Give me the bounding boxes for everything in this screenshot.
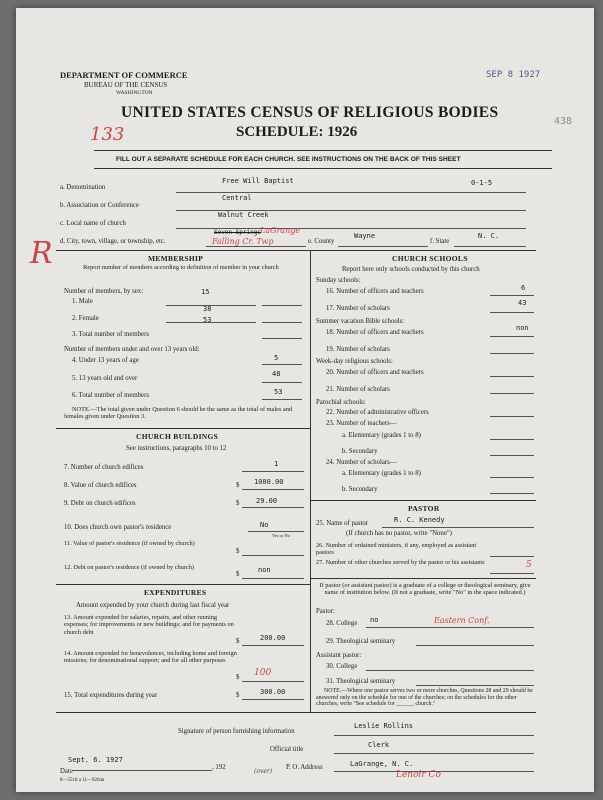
- q28-handwritten: Eastern Conf.: [434, 616, 490, 625]
- graduate-note: If pastor (or assistant pastor) is a graduate of a college or theological seminary, give name of institution below. (If not a graduate, write "No" in the space indicated.): [319, 582, 531, 597]
- q12-dollar: $: [236, 571, 240, 578]
- q17-value: 43: [518, 299, 527, 307]
- q20-label: 20. Number of officers and teachers: [326, 369, 424, 376]
- signature-value: Leslie Rollins: [354, 722, 414, 730]
- schedule-title: SCHEDULE: 1926: [236, 124, 358, 140]
- church-name-label: c. Local name of church: [60, 220, 126, 227]
- church-name-value: Walnut Creek: [218, 211, 269, 219]
- q18-value: non: [516, 324, 529, 332]
- state-value: N. C.: [478, 232, 500, 240]
- q16-label: 16. Number of officers and teachers: [326, 288, 424, 295]
- q24a-label: a. Elementary (grades 1 to 8): [342, 470, 421, 477]
- q10-label: 10. Does church own pastor's residence: [64, 524, 172, 531]
- city-typed-value: Seven Springs: [214, 229, 261, 236]
- q5-value: 48: [272, 370, 281, 378]
- q7-label: 7. Number of church edifices: [64, 464, 144, 471]
- q28-value: no: [370, 616, 379, 624]
- association-label: b. Association or Conference: [60, 202, 139, 209]
- q5-label: 5. 13 years old and over: [72, 375, 138, 382]
- buildings-heading: CHURCH BUILDINGS: [136, 432, 219, 441]
- q15-value: 300.00: [260, 688, 286, 696]
- expenditures-sub: Amount expended by your church during last fiscal year: [76, 602, 230, 609]
- margin-mark: R: [30, 236, 53, 271]
- stamp-number: 438: [554, 116, 573, 127]
- sunday-schools-label: Sunday schools:: [316, 277, 361, 284]
- date-year-suffix: , 192: [212, 764, 226, 771]
- q15-dollar: $: [236, 692, 240, 699]
- q11-dollar: $: [236, 548, 240, 555]
- q25-value: R. C. Kenedy: [394, 516, 445, 524]
- q28-label: 28. College: [326, 620, 358, 627]
- membership-note: NOTE.—The total given under Question 6 should be the same as the total of males and females given under Question 3.: [64, 406, 292, 421]
- q1-value: 15: [201, 288, 210, 296]
- q9-dollar: $: [236, 500, 240, 507]
- q13-dollar: $: [236, 638, 240, 645]
- denomination-code: 0-1-5: [471, 179, 493, 187]
- q10-value: No: [260, 521, 269, 529]
- official-title-value: Clerk: [368, 741, 390, 749]
- q15-label: 15. Total expenditures during year: [64, 692, 158, 699]
- q16-value: 6: [521, 284, 526, 292]
- q11-label: 11. Value of pastor's residence (if owned by church): [64, 540, 195, 547]
- q22-label: 22. Number of administrative officers: [326, 409, 429, 416]
- q31-label: 31. Theological seminary: [326, 678, 396, 685]
- received-date-stamp: SEP 8 1927: [486, 70, 541, 80]
- po-address-value: LaGrange, N. C.: [350, 760, 414, 768]
- schools-intro: Report here only schools conducted by this church: [342, 266, 480, 273]
- q19-label: 19. Number of scholars: [326, 346, 390, 353]
- pastor-heading: PASTOR: [408, 504, 440, 513]
- q23a-label: a. Elementary (grades 1 to 8): [342, 432, 421, 439]
- membership-heading: MEMBERSHIP: [148, 254, 204, 263]
- po-address-label: P. O. Address: [286, 764, 323, 771]
- q21-label: 21. Number of scholars: [326, 386, 390, 393]
- q14-dollar: $: [236, 674, 240, 681]
- q3-label: 3. Total number of members: [72, 331, 149, 338]
- department-name: DEPARTMENT OF COMMERCE: [60, 70, 188, 80]
- signature-label: Signature of person furnishing information: [178, 728, 295, 735]
- q9-label: 9. Debt on church edifices: [64, 500, 136, 507]
- q6-label: 6. Total number of members: [72, 392, 149, 399]
- city-handwritten-value: LaGrange: [260, 226, 301, 235]
- q13-value: 200.00: [260, 634, 286, 642]
- q4-label: 4. Under 13 years of age: [72, 357, 139, 364]
- association-value: Central: [222, 194, 252, 202]
- buildings-sub: See instructions, paragraphs 10 to 12: [126, 445, 227, 452]
- q8-dollar: $: [236, 482, 240, 489]
- township-handwritten: Falling Cr. Twp: [212, 237, 274, 246]
- q2-extra-value: 53: [203, 316, 212, 324]
- q24b-label: b. Secondary: [342, 486, 378, 493]
- q25-label: 25. Name of pastor: [316, 520, 369, 527]
- expenditures-heading: EXPENDITURES: [144, 588, 207, 597]
- q12-value: non: [258, 566, 271, 574]
- q17-label: 17. Number of scholars: [326, 305, 390, 312]
- q25-hint: (If church has no pastor, write "None"): [346, 530, 452, 537]
- county-value: Wayne: [354, 232, 376, 240]
- handwritten-number: 133: [90, 124, 125, 145]
- form-title: UNITED STATES CENSUS OF RELIGIOUS BODIES: [121, 104, 499, 121]
- instruction-line: FILL OUT A SEPARATE SCHEDULE FOR EACH CHURCH. SEE INSTRUCTIONS ON THE BACK OF THIS SHEET: [116, 156, 461, 163]
- city-name: WASHINGTON: [116, 90, 153, 96]
- q23b-label: b. Secondary: [342, 448, 378, 455]
- q9-value: 29.00: [256, 497, 278, 505]
- q29-label: 29. Theological seminary: [326, 638, 396, 645]
- q27-value: 5: [526, 560, 532, 570]
- pastor-note: NOTE.—Where one pastor serves two or more churches, Questions 28 and 29 should be answered only on the schedule for one of the churches; on the schedules for the other churches, write "See schedule for ______ church.": [316, 688, 533, 708]
- date-label: Date: [60, 768, 73, 775]
- q12-label: 12. Debt on pastor's residence (if owned by church): [64, 564, 195, 571]
- q2-value: 38: [203, 305, 212, 313]
- date-value: Sept. 6. 1927: [68, 756, 123, 764]
- q18-label: 18. Number of officers and teachers: [326, 329, 424, 336]
- q8-label: 8. Value of church edifices: [64, 482, 137, 489]
- city-label: d. City, town, village, or township, etc.: [60, 238, 166, 245]
- q1-label: 1. Male: [72, 298, 93, 305]
- q24-label: 24. Number of scholars—: [326, 459, 397, 466]
- membership-intro: Report number of members according to definition of member in your church: [83, 264, 279, 271]
- q8-value: 1000.00: [254, 478, 284, 486]
- yes-no-hint: Yes or No: [272, 533, 291, 538]
- denomination-value: Free Will Baptist: [222, 177, 294, 185]
- bureau-name: BUREAU OF THE CENSUS: [84, 81, 168, 89]
- q27-label: 27. Number of other churches served by the pastor or his assistants: [316, 559, 485, 566]
- members-by-sex-label: Number of members, by sex:: [64, 288, 144, 295]
- denomination-label: a. Denomination: [60, 184, 106, 191]
- q14-value: 100: [254, 668, 272, 678]
- form-number: 8—5518 a 11—9264a: [60, 778, 105, 783]
- members-by-age-label: Number of members under and over 13 years old:: [64, 346, 200, 353]
- q7-value: 1: [274, 460, 279, 468]
- summer-schools-label: Summer vacation Bible schools:: [316, 318, 405, 325]
- state-label: f. State: [430, 238, 450, 245]
- county-label: e. County: [308, 238, 335, 245]
- po-address-handwritten: Lenoir Co: [396, 770, 441, 780]
- assistant-pastor-label: Assistant pastor:: [316, 652, 362, 659]
- census-schedule-sheet: [16, 8, 594, 792]
- pastor-sub-label: Pastor:: [316, 608, 335, 615]
- q23-label: 23. Number of teachers—: [326, 420, 397, 427]
- q26-label: 26. Number of ordained ministers, if any, employed as assistant pastors: [316, 542, 477, 557]
- q14-label: 14. Amount expended for benevolences, including home and foreign missions; for denominational support; and for all other purposes: [64, 650, 237, 665]
- q30-label: 30. College: [326, 663, 358, 670]
- schools-heading: CHURCH SCHOOLS: [392, 254, 468, 263]
- weekday-schools-label: Week-day religious schools:: [316, 358, 393, 365]
- q6-value: 53: [274, 388, 283, 396]
- q2-label: 2. Female: [72, 315, 99, 322]
- official-title-label: Official title: [270, 746, 304, 753]
- q4-value: 5: [274, 354, 279, 362]
- over-note: (over): [254, 768, 273, 775]
- parochial-schools-label: Parochial schools:: [316, 399, 366, 406]
- q13-label: 13. Amount expended for salaries, repairs, and other running expenses; for improvements or new buildings; and for payments on church debt: [64, 614, 234, 636]
